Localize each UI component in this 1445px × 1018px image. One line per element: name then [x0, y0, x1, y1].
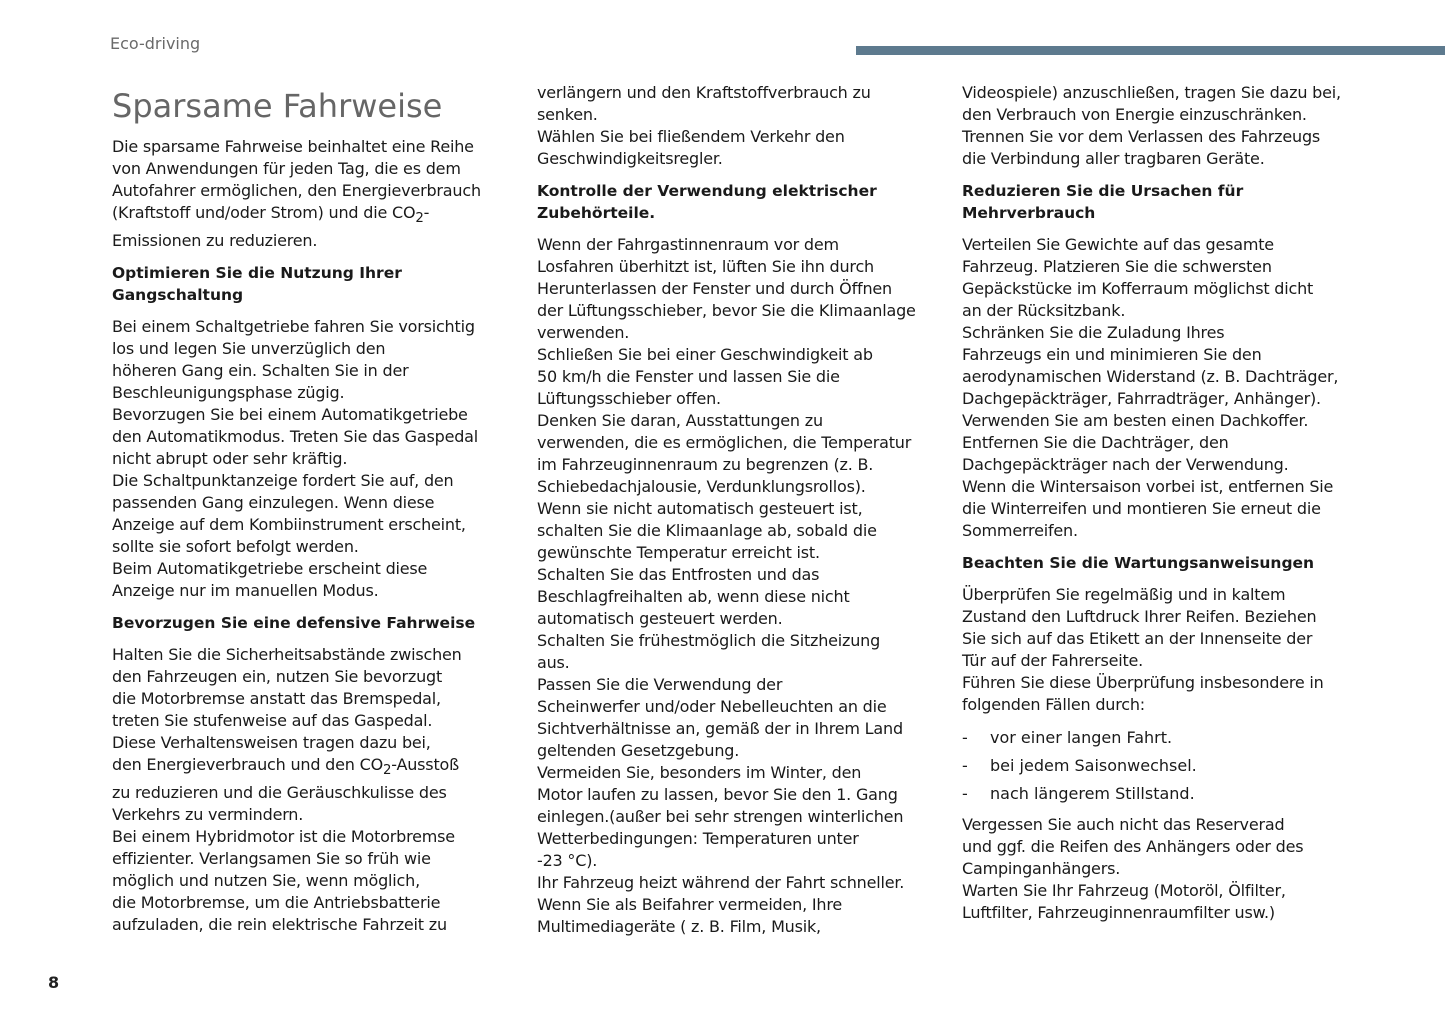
page-number: 8	[48, 973, 60, 992]
heading-reduce-consumption: Reduzieren Sie die Ursachen für Mehrverbrauch	[962, 182, 1244, 222]
heading-gear-usage: Optimieren Sie die Nutzung Ihrer Gangschaltung	[112, 264, 402, 305]
defensive-text-a: Halten Sie die Sicherheitsabstände zwischen den Fahrzeugen ein, nutzen Sie bevorzugt die Motorbremse anstatt das Bremspedal, treten Sie stufenweise auf das Gaspedal. Diese Verhaltensweisen tragen dazu bei, den Energieverbrauch und den CO	[112, 645, 462, 775]
page-title: Sparsame Fahrweise	[112, 87, 443, 125]
dash-marker: -	[962, 756, 968, 775]
paragraph-spare-wheel: Vergessen Sie auch nicht das Reserverad und ggf. die Reifen des Anhängers oder des Campinganhängers. Warten Sie Ihr Fahrzeug (Motoröl, Ölfilter, Luftfilter, Fahrzeuginnenraumfilter usw.)	[962, 815, 1304, 922]
intro-subscript: 2	[415, 211, 424, 227]
paragraph-continued-2: Videospiele) anzuschließen, tragen Sie dazu bei, den Verbrauch von Energie einzuschränken. Trennen Sie vor dem Verlassen des Fahrzeugs die Verbindung aller tragbaren Geräte.	[962, 83, 1341, 168]
section-label: Eco-driving	[110, 34, 201, 53]
intro-paragraph	[112, 136, 512, 252]
column-1	[112, 82, 512, 936]
heading-electrical-accessories: Kontrolle der Verwendung elektrischer Zubehörteile.	[537, 182, 877, 222]
dash-marker: -	[962, 784, 968, 803]
maintenance-list	[962, 724, 1362, 808]
heading-defensive-driving: Bevorzugen Sie eine defensive Fahrweise	[112, 614, 476, 633]
list-item-text: vor einer langen Fahrt.	[990, 728, 1173, 747]
list-item	[962, 780, 1362, 808]
paragraph-continued: verlängern und den Kraftstoffverbrauch zu senken. Wählen Sie bei fließendem Verkehr den Geschwindigkeitsregler.	[537, 83, 871, 168]
dash-marker: -	[962, 728, 968, 747]
paragraph-electrical-accessories: Wenn der Fahrgastinnenraum vor dem Losfahren überhitzt ist, lüften Sie ihn durch Herunterlassen der Fenster und durch Öffnen der Lüftungsschieber, bevor Sie die Klimaanlage verwenden. Schließen Sie bei einer Geschwindigkeit ab 50 km/h die Fenster und lassen Sie die Lüftungsschieber offen. Denken Sie daran, Ausstattungen zu verwenden, die es ermöglichen, die Temperatur im Fahrzeuginnenraum zu begrenzen (z. B. Schiebedachjalousie, Verdunklungsrollos). Wenn sie nicht automatisch gesteuert ist, schalten Sie die Klimaanlage ab, sobald die gewünschte Temperatur erreicht ist. Schalten Sie das Entfrosten und das Beschlagfreihalten ab, wenn diese nicht automatisch gesteuert werden. Schalten Sie frühestmöglich die Sitzheizung aus. Passen Sie die Verwendung der Scheinwerfer und/oder Nebelleuchten an die Sichtverhältnisse an, gemäß der in Ihrem Land geltenden Gesetzgebung. Vermeiden Sie, besonders im Winter, den Motor laufen zu lassen, bevor Sie den 1. Gang einlegen.(außer bei sehr strengen winterlichen Wetterbedingungen: Temperaturen unter -23 °C). Ihr Fahrzeug heizt während der Fahrt schneller. Wenn Sie als Beifahrer vermeiden, Ihre Multimediageräte ( z. B. Film, Musik,	[537, 235, 916, 936]
list-item-text: bei jedem Saisonwechsel.	[990, 756, 1197, 775]
paragraph-maintenance: Überprüfen Sie regelmäßig und in kaltem Zustand den Luftdruck Ihrer Reifen. Beziehen Sie sich auf das Etikett an der Innenseite der Tür auf der Fahrerseite. Führen Sie diese Überprüfung insbesondere in folgenden Fällen durch:	[962, 585, 1324, 714]
list-item-text: nach längerem Stillstand.	[990, 784, 1195, 803]
paragraph-gear-usage: Bei einem Schaltgetriebe fahren Sie vorsichtig los und legen Sie unverzüglich den höheren Gang ein. Schalten Sie in der Beschleunigungsphase zügig. Bevorzugen Sie bei einem Automatikgetriebe den Automatikmodus. Treten Sie das Gaspedal nicht abrupt oder sehr kräftig. Die Schaltpunktanzeige fordert Sie auf, den passenden Gang einzulegen. Wenn diese Anzeige auf dem Kombiinstrument erscheint, sollte sie sofort befolgt werden. Beim Automatikgetriebe erscheint diese Anzeige nur im manuellen Modus.	[112, 317, 479, 601]
list-item	[962, 724, 1362, 752]
paragraph-reduce-consumption: Verteilen Sie Gewichte auf das gesamte Fahrzeug. Platzieren Sie die schwersten Gepäckstücke im Kofferraum möglichst dicht an der Rücksitzbank. Schränken Sie die Zuladung Ihres Fahrzeugs ein und minimieren Sie den aerodynamischen Widerstand (z. B. Dachträger, Dachgepäckträger, Fahrradträger, Anhänger). Verwenden Sie am besten einen Dachkoffer. Entfernen Sie die Dachträger, den Dachgepäckträger nach der Verwendung. Wenn die Wintersaison vorbei ist, entfernen Sie die Winterreifen und montieren Sie erneut die Sommerreifen.	[962, 235, 1339, 540]
heading-maintenance: Beachten Sie die Wartungsanweisungen	[962, 554, 1315, 572]
intro-text-b: - Emissionen zu reduzieren.	[112, 203, 430, 251]
defensive-text-b: -Ausstoß zu reduzieren und die Geräuschkulisse des Verkehrs zu vermindern. Bei einem Hybridmotor ist die Motorbremse effizienter. Verlangsamen Sie so früh wie möglich und nutzen Sie, wenn möglich, die Motorbremse, um die Antriebsbatterie aufzuladen, die rein elektrische Fahrzeit zu	[112, 755, 459, 935]
list-item	[962, 752, 1362, 780]
intro-text-a: Die sparsame Fahrweise beinhaltet eine Reihe von Anwendungen für jeden Tag, die es dem Autofahrer ermöglichen, den Energieverbrauch (Kraftstoff und/oder Strom) und die CO	[112, 137, 481, 222]
defensive-subscript: 2	[382, 763, 392, 779]
column-3	[962, 82, 1362, 924]
paragraph-defensive-driving	[112, 644, 512, 936]
header-accent-bar	[856, 46, 1445, 55]
column-2	[537, 82, 937, 938]
